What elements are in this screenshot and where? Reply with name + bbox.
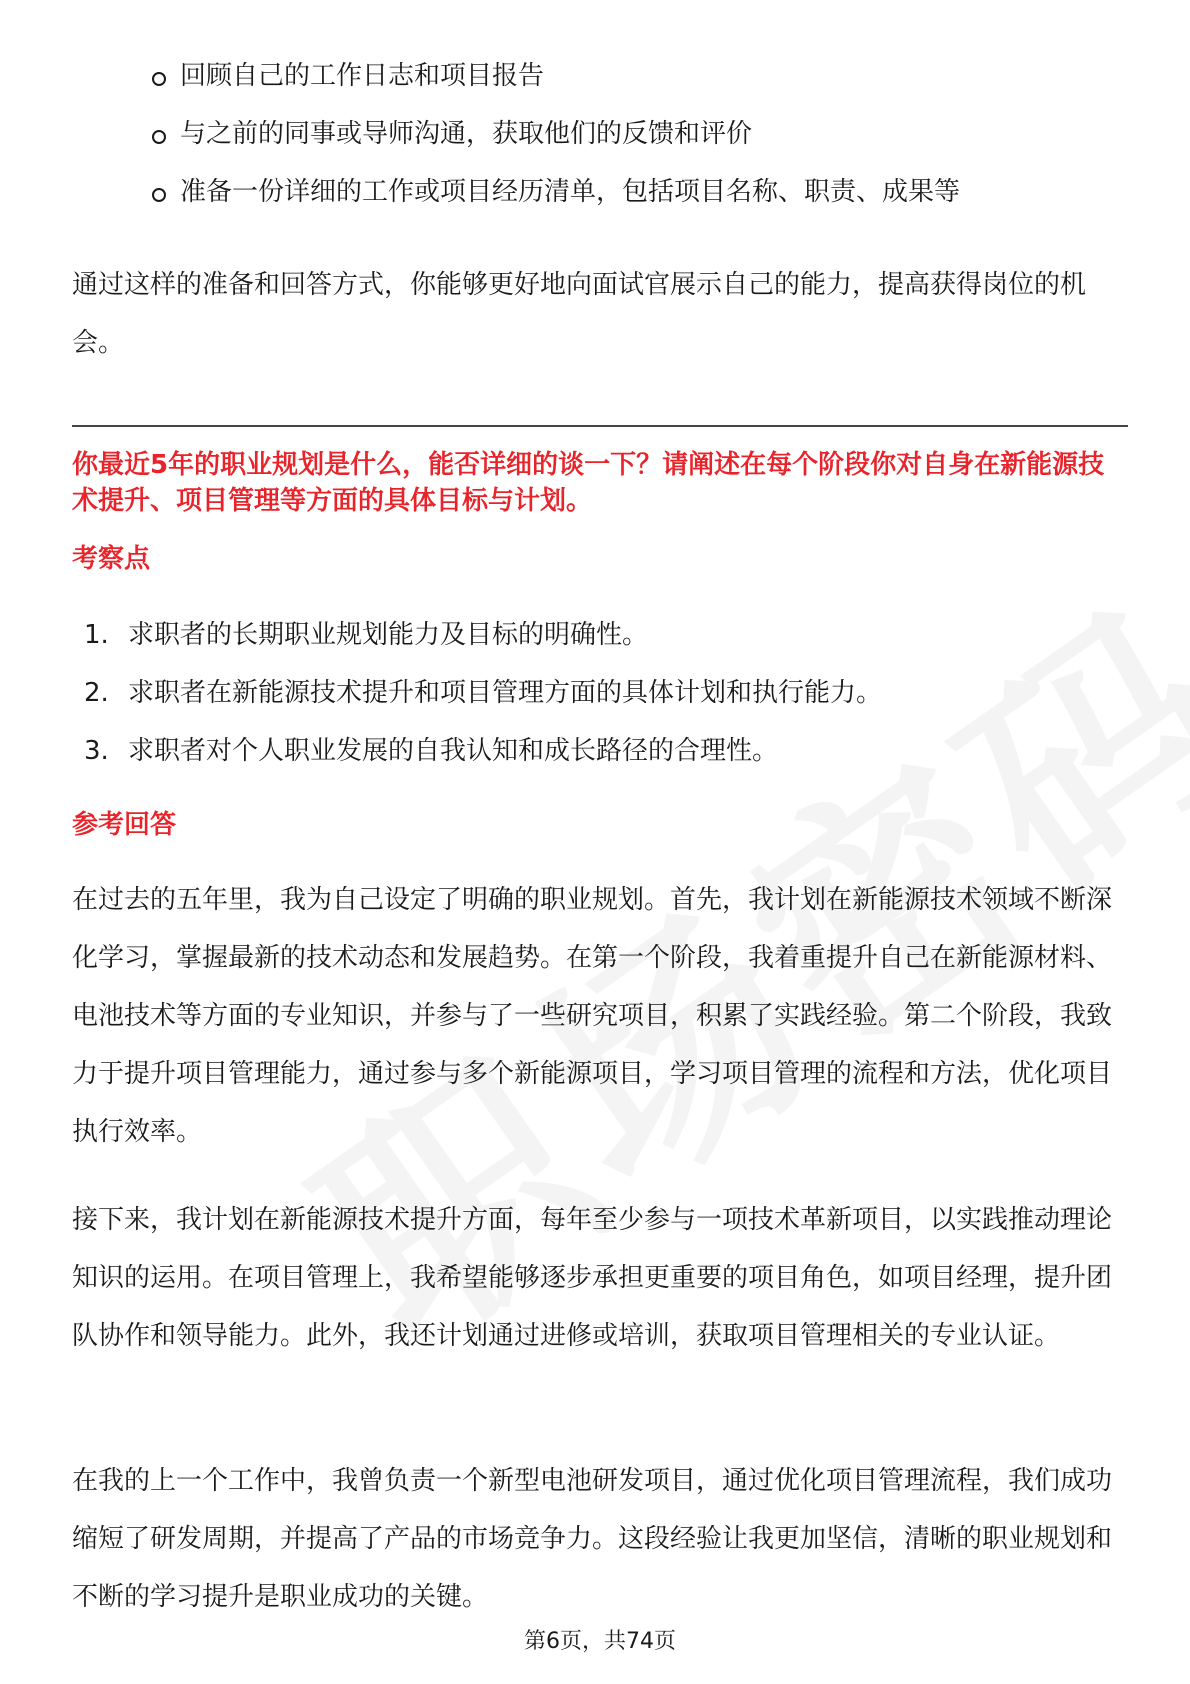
answer-title: 参考回答 [72, 810, 177, 840]
list-item: 准备一份详细的工作或项目经历清单，包括项目名称、职责、成果等 [152, 178, 960, 207]
summary-paragraph: 通过这样的准备和回答方式，你能够更好地向面试官展示自己的能力，提高获得岗位的机会。 [72, 270, 1087, 358]
list-item: 3. 求职者对个人职业发展的自我认知和成长路径的合理性。 [84, 736, 779, 766]
document-page [72, 0, 1128, 1684]
section-divider [72, 425, 1128, 427]
circle-bullet-icon [152, 188, 166, 202]
answer-paragraph: 接下来，我计划在新能源技术提升方面，每年至少参与一项技术革新项目，以实践推动理论知识的运用。在项目管理上，我希望能够逐步承担更重要的项目角色，如项目经理，提升团队协作和领导能力。此外，我还计划通过进修或培训，获取项目管理相关的专业认证。 [72, 1205, 1113, 1351]
points-list [84, 620, 882, 794]
answer-paragraph: 在我的上一个工作中，我曾负责一个新型电池研发项目，通过优化项目管理流程，我们成功缩短了研发周期，并提高了产品的市场竞争力。这段经验让我更加坚信，清晰的职业规划和不断的学习提升是职业成功的关键。 [72, 1466, 1113, 1612]
list-item: 回顾自己的工作日志和项目报告 [152, 62, 960, 91]
question-heading: 你最近5年的职业规划是什么，能否详细的谈一下？请阐述在每个阶段你对自身在新能源技术提升、项目管理等方面的具体目标与计划。 [72, 450, 1105, 516]
list-item: 1. 求职者的长期职业规划能力及目标的明确性。 [84, 620, 649, 650]
circle-bullet-icon [152, 72, 166, 86]
page-number: 第6页，共74页 [524, 1629, 676, 1654]
points-title: 考察点 [72, 544, 151, 574]
answer-paragraph: 在过去的五年里，我为自己设定了明确的职业规划。首先，我计划在新能源技术领域不断深化学习，掌握最新的技术动态和发展趋势。在第一个阶段，我着重提升自己在新能源材料、电池技术等方面的专业知识，并参与了一些研究项目，积累了实践经验。第二个阶段，我致力于提升项目管理能力，通过参与多个新能源项目，学习项目管理的流程和方法，优化项目执行效率。 [72, 885, 1113, 1147]
bullet-list [152, 62, 960, 236]
list-item: 与之前的同事或导师沟通，获取他们的反馈和评价 [152, 120, 960, 149]
list-item: 2. 求职者在新能源技术提升和项目管理方面的具体计划和执行能力。 [84, 678, 883, 708]
circle-bullet-icon [152, 130, 166, 144]
